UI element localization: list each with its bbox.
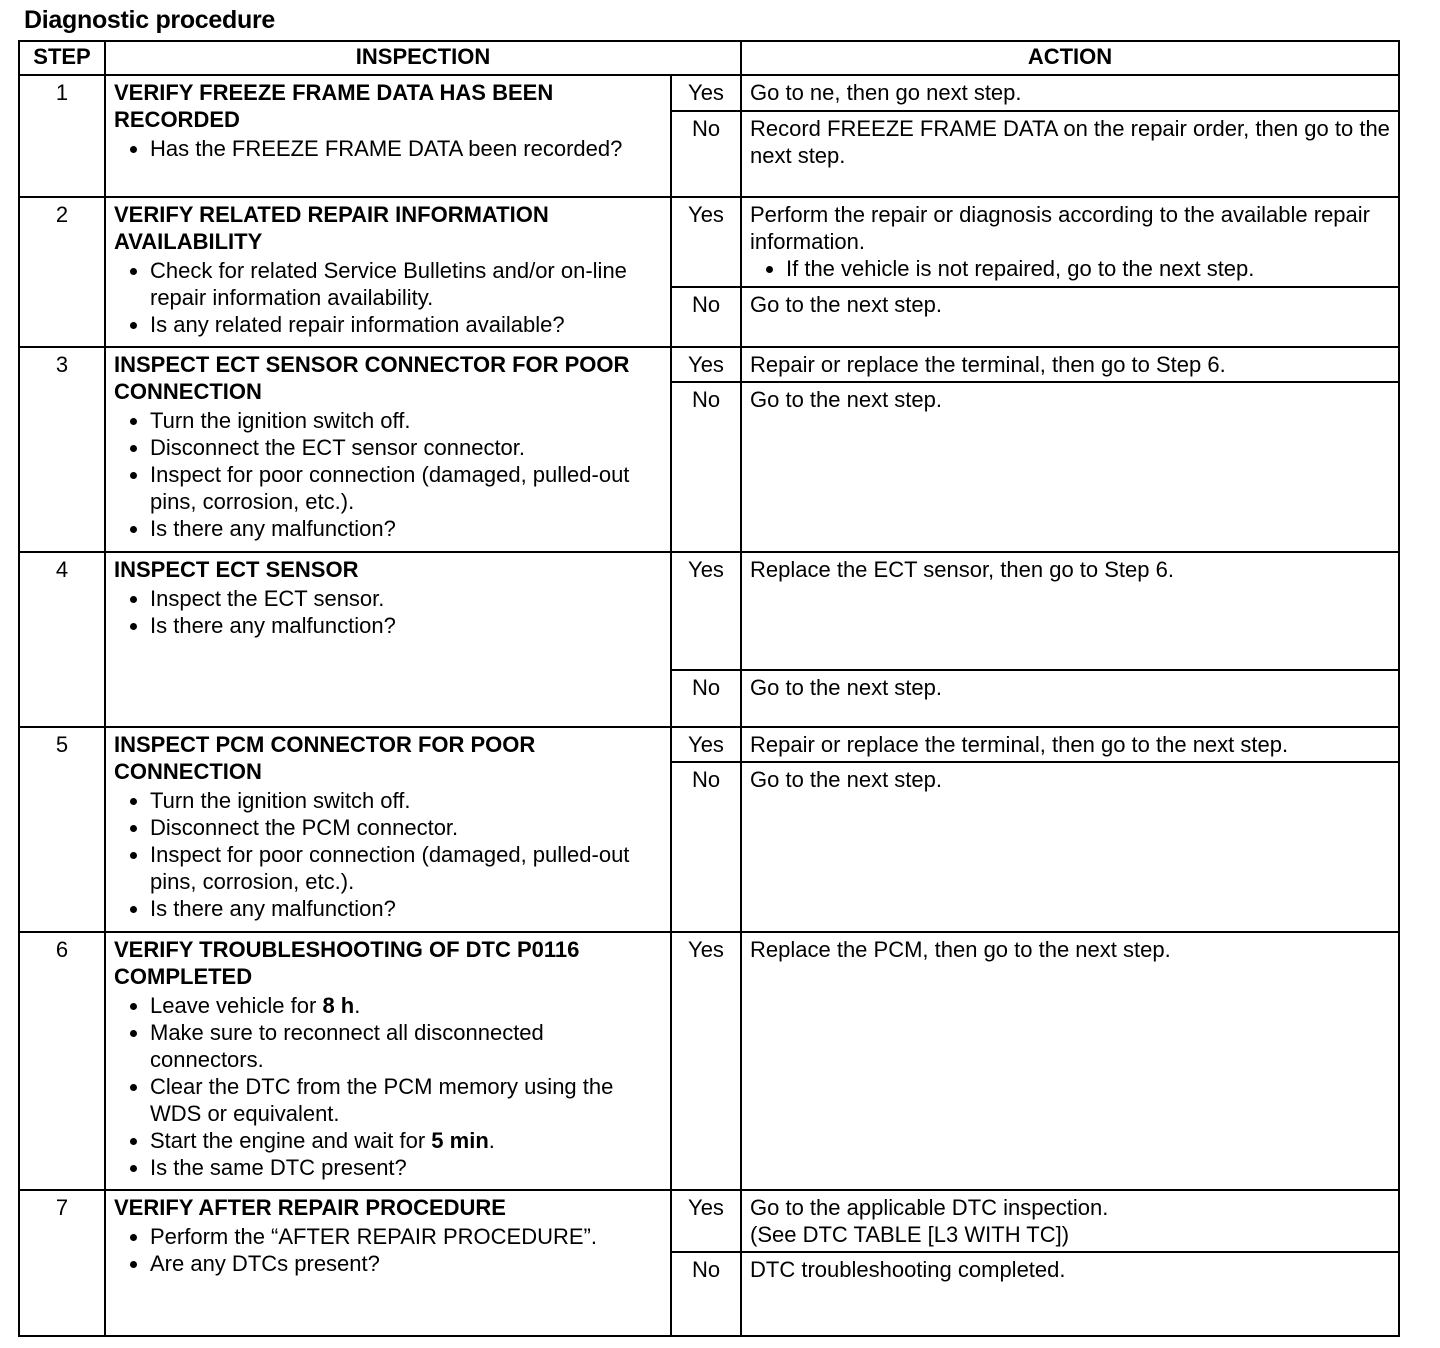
step-4-row-yes	[19, 552, 1399, 670]
step-1-inspection	[105, 75, 671, 197]
step-2-bullet-2: • Is any related repair information available?	[150, 311, 662, 338]
step-5-no-label: No	[671, 762, 741, 932]
step-1-yes-label: Yes	[671, 75, 741, 111]
page-title: Diagnostic procedure	[24, 6, 275, 34]
step-7-no-label: No	[671, 1252, 741, 1336]
step-4-inspection	[105, 552, 671, 727]
step-3-heading: INSPECT ECT SENSOR CONNECTOR FOR POOR CONNECTION	[114, 352, 630, 404]
step-2-inspection	[105, 197, 671, 347]
step-6-bullet-1: • Leave vehicle for 8 h.	[150, 992, 662, 1019]
step-7-row-yes	[19, 1190, 1399, 1252]
step-2-yes-action-text: Perform the repair or diagnosis according to the available repair information.	[750, 202, 1370, 254]
step-5-yes-label: Yes	[671, 727, 741, 762]
step-4-heading: INSPECT ECT SENSOR	[114, 557, 359, 582]
table-header-row	[19, 41, 1399, 75]
step-7-bullet-1: • Perform the “AFTER REPAIR PROCEDURE”.	[150, 1223, 662, 1250]
step-3-bullet-4: • Is there any malfunction?	[150, 515, 662, 542]
step-1-number: 1	[19, 75, 105, 197]
step-7-yes-action-line-2: (See DTC TABLE [L3 WITH TC])	[750, 1222, 1070, 1247]
step-3-no-label: No	[671, 382, 741, 552]
step-7-yes-action	[741, 1190, 1399, 1252]
step-3-no-action: Go to the next step.	[741, 382, 1399, 552]
step-4-yes-label: Yes	[671, 552, 741, 670]
step-3-bullet-1: • Turn the ignition switch off.	[150, 407, 662, 434]
step-3-inspection	[105, 347, 671, 552]
step-1-no-action: Record FREEZE FRAME DATA on the repair order, then go to the next step.	[741, 111, 1399, 197]
step-1-bullet-1: • Has the FREEZE FRAME DATA been recorded?	[150, 135, 662, 162]
step-6-bullet-3: • Clear the DTC from the PCM memory using the WDS or equivalent.	[150, 1073, 662, 1127]
step-2-yes-action-sub: • If the vehicle is not repaired, go to the next step.	[786, 255, 1390, 282]
step-6-row-yes	[19, 932, 1399, 1190]
step-5-inspection	[105, 727, 671, 932]
step-3-number: 3	[19, 347, 105, 552]
step-4-bullet-1: • Inspect the ECT sensor.	[150, 585, 662, 612]
step-6-bullet-4: • Start the engine and wait for 5 min.	[150, 1127, 662, 1154]
header-action: ACTION	[741, 41, 1399, 75]
step-6-number: 6	[19, 932, 105, 1190]
step-2-bullet-1: • Check for related Service Bulletins and/or on-line repair information availability.	[150, 257, 662, 311]
step-7-yes-action-line-1: Go to the applicable DTC inspection.	[750, 1195, 1109, 1220]
step-4-no-action: Go to the next step.	[741, 670, 1399, 727]
step-2-heading: VERIFY RELATED REPAIR INFORMATION AVAILABILITY	[114, 202, 549, 254]
step-7-heading: VERIFY AFTER REPAIR PROCEDURE	[114, 1195, 506, 1220]
step-1-no-label: No	[671, 111, 741, 197]
step-4-no-label: No	[671, 670, 741, 727]
step-6-inspection	[105, 932, 671, 1190]
step-6-heading: VERIFY TROUBLESHOOTING OF DTC P0116 COMPLETED	[114, 937, 580, 989]
step-3-yes-label: Yes	[671, 347, 741, 382]
step-6-bullet-5: • Is the same DTC present?	[150, 1154, 662, 1181]
step-6-yes-action: Replace the PCM, then go to the next step.	[741, 932, 1399, 1190]
step-5-no-action: Go to the next step.	[741, 762, 1399, 932]
step-4-number: 4	[19, 552, 105, 727]
step-2-yes-label: Yes	[671, 197, 741, 287]
step-5-heading: INSPECT PCM CONNECTOR FOR POOR CONNECTION	[114, 732, 536, 784]
step-1-yes-action: Go to ne, then go next step.	[741, 75, 1399, 111]
step-2-number: 2	[19, 197, 105, 347]
step-7-no-action: DTC troubleshooting completed.	[741, 1252, 1399, 1336]
header-inspection: INSPECTION	[105, 41, 741, 75]
step-5-bullet-3: • Inspect for poor connection (damaged, pulled-out pins, corrosion, etc.).	[150, 841, 662, 895]
header-step: STEP	[19, 41, 105, 75]
step-5-yes-action: Repair or replace the terminal, then go to the next step.	[741, 727, 1399, 762]
diagnostic-procedure-table	[18, 40, 1400, 1337]
step-3-row-yes	[19, 347, 1399, 382]
step-5-bullet-2: • Disconnect the PCM connector.	[150, 814, 662, 841]
step-1-heading: VERIFY FREEZE FRAME DATA HAS BEEN RECORDED	[114, 80, 554, 132]
step-7-number: 7	[19, 1190, 105, 1336]
step-2-no-label: No	[671, 287, 741, 347]
step-2-row-yes	[19, 197, 1399, 287]
step-6-yes-label: Yes	[671, 932, 741, 1190]
step-7-yes-label: Yes	[671, 1190, 741, 1252]
step-2-no-action: Go to the next step.	[741, 287, 1399, 347]
step-6-bullet-2: • Make sure to reconnect all disconnected connectors.	[150, 1019, 662, 1073]
step-3-yes-action: Repair or replace the terminal, then go to Step 6.	[741, 347, 1399, 382]
step-2-yes-action	[741, 197, 1399, 287]
step-3-bullet-2: • Disconnect the ECT sensor connector.	[150, 434, 662, 461]
step-7-bullet-2: • Are any DTCs present?	[150, 1250, 662, 1277]
step-7-inspection	[105, 1190, 671, 1336]
step-5-bullet-4: • Is there any malfunction?	[150, 895, 662, 922]
step-5-row-yes	[19, 727, 1399, 762]
step-3-bullet-3: • Inspect for poor connection (damaged, pulled-out pins, corrosion, etc.).	[150, 461, 662, 515]
step-4-yes-action: Replace the ECT sensor, then go to Step 6.	[741, 552, 1399, 670]
step-5-bullet-1: • Turn the ignition switch off.	[150, 787, 662, 814]
step-1-row-yes	[19, 75, 1399, 111]
step-4-bullet-2: • Is there any malfunction?	[150, 612, 662, 639]
step-5-number: 5	[19, 727, 105, 932]
